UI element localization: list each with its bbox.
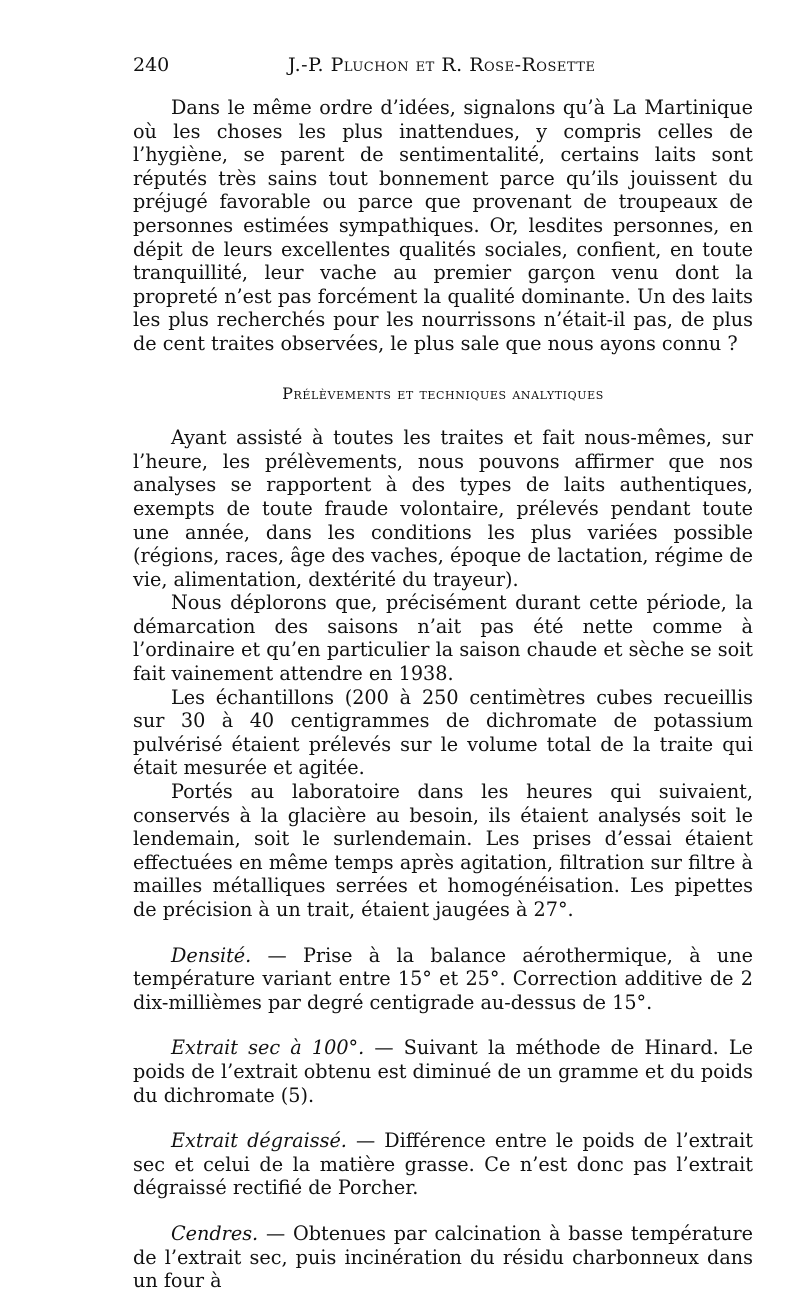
dry-extract-text: — Suivant la méthode de Hinard. Le poids de l’extrait obtenu est diminué de un gramme et du poids du dichromate (5). — [133, 1036, 753, 1107]
paragraph-density — [133, 944, 753, 1015]
paragraph-defatted-extract — [133, 1129, 753, 1200]
paragraph-sampling: Ayant assisté à toutes les traites et fait nous-mêmes, sur l’heure, les prélèvements, nous pouvons affirmer que nos analyses se rapportent à des types de laits authentiques, exempts de toute fraude volontaire, prélevés pendant toute une année, dans les conditions les plus variées possible (régions, races, âge des vaches, époque de lactation, régime de vie, alimentation, dextérité du trayeur). — [133, 426, 753, 591]
page-number: 240 — [133, 54, 170, 76]
paragraph-ashes — [133, 1222, 753, 1293]
ashes-text: — Obtenues par calcination à basse température de l’extrait sec, puis incinération du résidu charbonneux dans un four à — [133, 1221, 753, 1293]
term-ashes: Cendres. — [171, 1221, 259, 1245]
paragraph-dry-extract — [133, 1036, 753, 1107]
term-density: Densité. — [171, 943, 252, 967]
paragraph-hygiene: Dans le même ordre d’idées, signalons qu’à La Martinique où les choses les plus inattendues, y compris celles de l’hygiène, se parent de sentimentalité, certains laits sont réputés très sains tout bonnement parce qu’ils jouissent du préjugé favorable ou parce que provenant de troupeaux de personnes estimées sympathiques. Or, lesdites personnes, en dépit de leurs excellentes qualités sociales, confient, en toute tranquillité, leur vache au premier garçon venu dont la propreté n’est pas forcément la qualité dominante. Un des laits les plus recherchés pour les nourrissons n’était-il pas, de plus de cent traites observées, le plus sale que nous ayons connu ? — [133, 96, 753, 355]
paragraph-samples: Les échantillons (200 à 250 centimètres cubes recueillis sur 30 à 40 centigrammes de dichromate de potassium pulvérisé étaient prélevés sur le volume total de la traite qui était mesurée et agitée. — [133, 685, 753, 780]
body-text — [133, 96, 753, 1293]
term-dry-extract: Extrait sec à 100°. — [171, 1036, 365, 1060]
section-heading: Prélèvements et techniques analytiques — [282, 383, 604, 403]
density-text: — Prise à la balance aérothermique, à une température variant entre 15° et 25°. Correction additive de 2 dix-millièmes par degré centigrade au-dessus de 15°. — [133, 943, 753, 1014]
paragraph-seasons: Nous déplorons que, précisément durant cette période, la démarcation des saisons n’ait pas été nette comme à l’ordinaire et qu’en particulier la saison chaude et sèche se soit fait vainement attendre en 1938. — [133, 591, 753, 686]
term-defatted-extract: Extrait dégraissé. — [171, 1129, 347, 1153]
running-title: J.-P. Pluchon et R. Rose-Rosette — [288, 54, 596, 76]
defatted-extract-text: — Différence entre le poids de l’extrait sec et celui de la matière grasse. Ce n’est donc pas l’extrait dégraissé rectifié de Porcher. — [133, 1129, 753, 1200]
paragraph-laboratory: Portés au laboratoire dans les heures qui suivaient, conservés à la glacière au besoin, ils étaient analysés soit le lendemain, soit le surlendemain. Les prises d’essai étaient effectuées en même temps après agitation, filtration sur filtre à mailles métalliques serrées et homogénéisation. Les pipettes de précision à un trait, étaient jaugées à 27°. — [133, 780, 753, 921]
